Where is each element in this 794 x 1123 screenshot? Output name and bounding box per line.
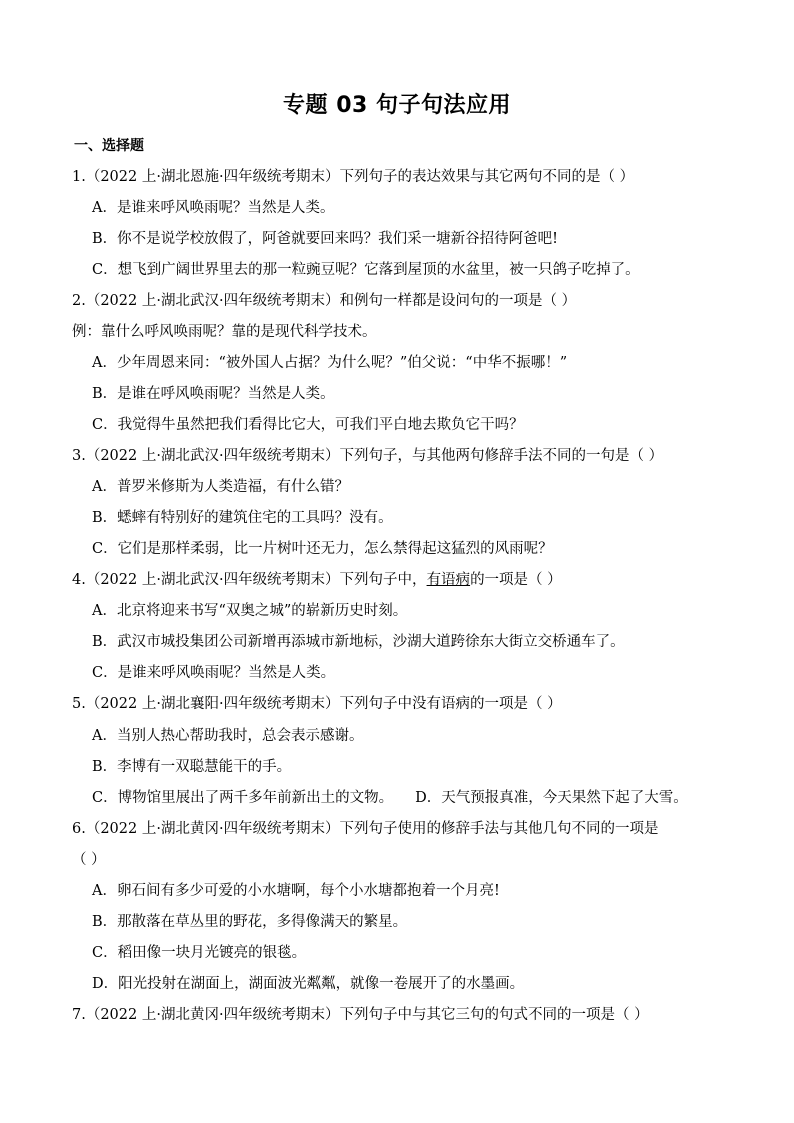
question-3-option-a: A．普罗米修斯为人类造福，有什么错？ xyxy=(92,479,349,495)
question-6-stem-cont: （ ） xyxy=(72,852,106,868)
question-1-option-a: A．是谁来呼风唤雨呢？当然是人类。 xyxy=(92,200,335,216)
question-4-option-c: C．是谁来呼风唤雨呢？当然是人类。 xyxy=(92,665,336,681)
question-1-option-b: B．你不是说学校放假了，阿爸就要回来吗？我们采一塘新谷招待阿爸吧! xyxy=(92,231,558,247)
question-4-option-a: A．北京将迎来书写“双奥之城”的崭新历史时刻。 xyxy=(92,603,408,619)
question-4-stem xyxy=(72,570,562,590)
question-5-option-a: A．当别人热心帮助我时，总会表示感谢。 xyxy=(92,728,364,744)
question-5-option-d: D．天气预报真准，今天果然下起了大雪。 xyxy=(415,790,688,806)
question-3-option-c: C．它们是那样柔弱，比一片树叶还无力，怎么禁得起这猛烈的风雨呢？ xyxy=(92,541,553,557)
question-6-option-d: D．阳光投射在湖面上，湖面波光粼粼，就像一卷展开了的水墨画。 xyxy=(92,976,525,992)
section-heading: 一、选择题 xyxy=(74,138,144,154)
question-4-option-b: B．武汉市城投集团公司新增再添城市新地标，沙湖大道跨徐东大街立交桥通车了。 xyxy=(92,634,625,650)
question-6-option-a: A．卵石间有多少可爱的小水塘啊，每个小水塘都抱着一个月亮! xyxy=(92,883,500,899)
question-6-stem: 6.（2022 上·湖北黄冈·四年级统考期末）下列句子使用的修辞手法与其他几句不同的一项是 xyxy=(72,821,659,837)
question-3-stem: 3.（2022 上·湖北武汉·四年级统考期末）下列句子，与其他两句修辞手法不同的一句是（ ） xyxy=(72,448,664,464)
question-6-option-b: B．那散落在草丛里的野花，多得像满天的繁星。 xyxy=(92,914,408,930)
question-4-stem-suffix: 的一项是（ ） xyxy=(470,572,562,588)
question-5-option-b: B．李博有一双聪慧能干的手。 xyxy=(92,759,292,775)
question-3-option-b: B．蟋蟀有特别好的建筑住宅的工具吗？没有。 xyxy=(92,510,393,526)
question-1-stem: 1.（2022 上·湖北恩施·四年级统考期末）下列句子的表达效果与其它两句不同的是（ ） xyxy=(72,169,635,185)
document-title: 专题 03 句子句法应用 xyxy=(283,93,511,118)
question-7-stem: 7.（2022 上·湖北黄冈·四年级统考期末）下列句子中与其它三句的句式不同的一项是（ ） xyxy=(72,1007,649,1023)
question-2-stem: 2.（2022 上·湖北武汉·四年级统考期末）和例句一样都是设问句的一项是（ ） xyxy=(72,293,577,309)
question-6-option-c: C．稻田像一块月光镀亮的银毯。 xyxy=(92,945,307,961)
question-2-option-c: C．我觉得牛虽然把我们看得比它大，可我们平白地去欺负它干吗？ xyxy=(92,417,524,433)
question-5-option-c: C．博物馆里展出了两千多年前新出土的文物。 xyxy=(92,790,394,806)
question-2-option-a: A．少年周恩来同：“被外国人占据？为什么呢？”伯父说：“中华不振哪！” xyxy=(92,355,568,371)
question-5-options-cd xyxy=(92,788,688,808)
question-4-stem-underlined: 有语病 xyxy=(426,572,471,588)
question-2-option-b: B．是谁在呼风唤雨呢？当然是人类。 xyxy=(92,386,335,402)
question-4-stem-prefix: 4.（2022 上·湖北武汉·四年级统考期末）下列句子中， xyxy=(72,572,427,588)
question-5-stem: 5.（2022 上·湖北襄阳·四年级统考期末）下列句子中没有语病的一项是（ ） xyxy=(72,696,562,712)
question-2-example: 例：靠什么呼风唤雨呢？靠的是现代科学技术。 xyxy=(72,324,377,340)
question-1-option-c: C．想飞到广阔世界里去的那一粒豌豆呢？它落到屋顶的水盆里，被一只鸽子吃掉了。 xyxy=(92,262,640,278)
